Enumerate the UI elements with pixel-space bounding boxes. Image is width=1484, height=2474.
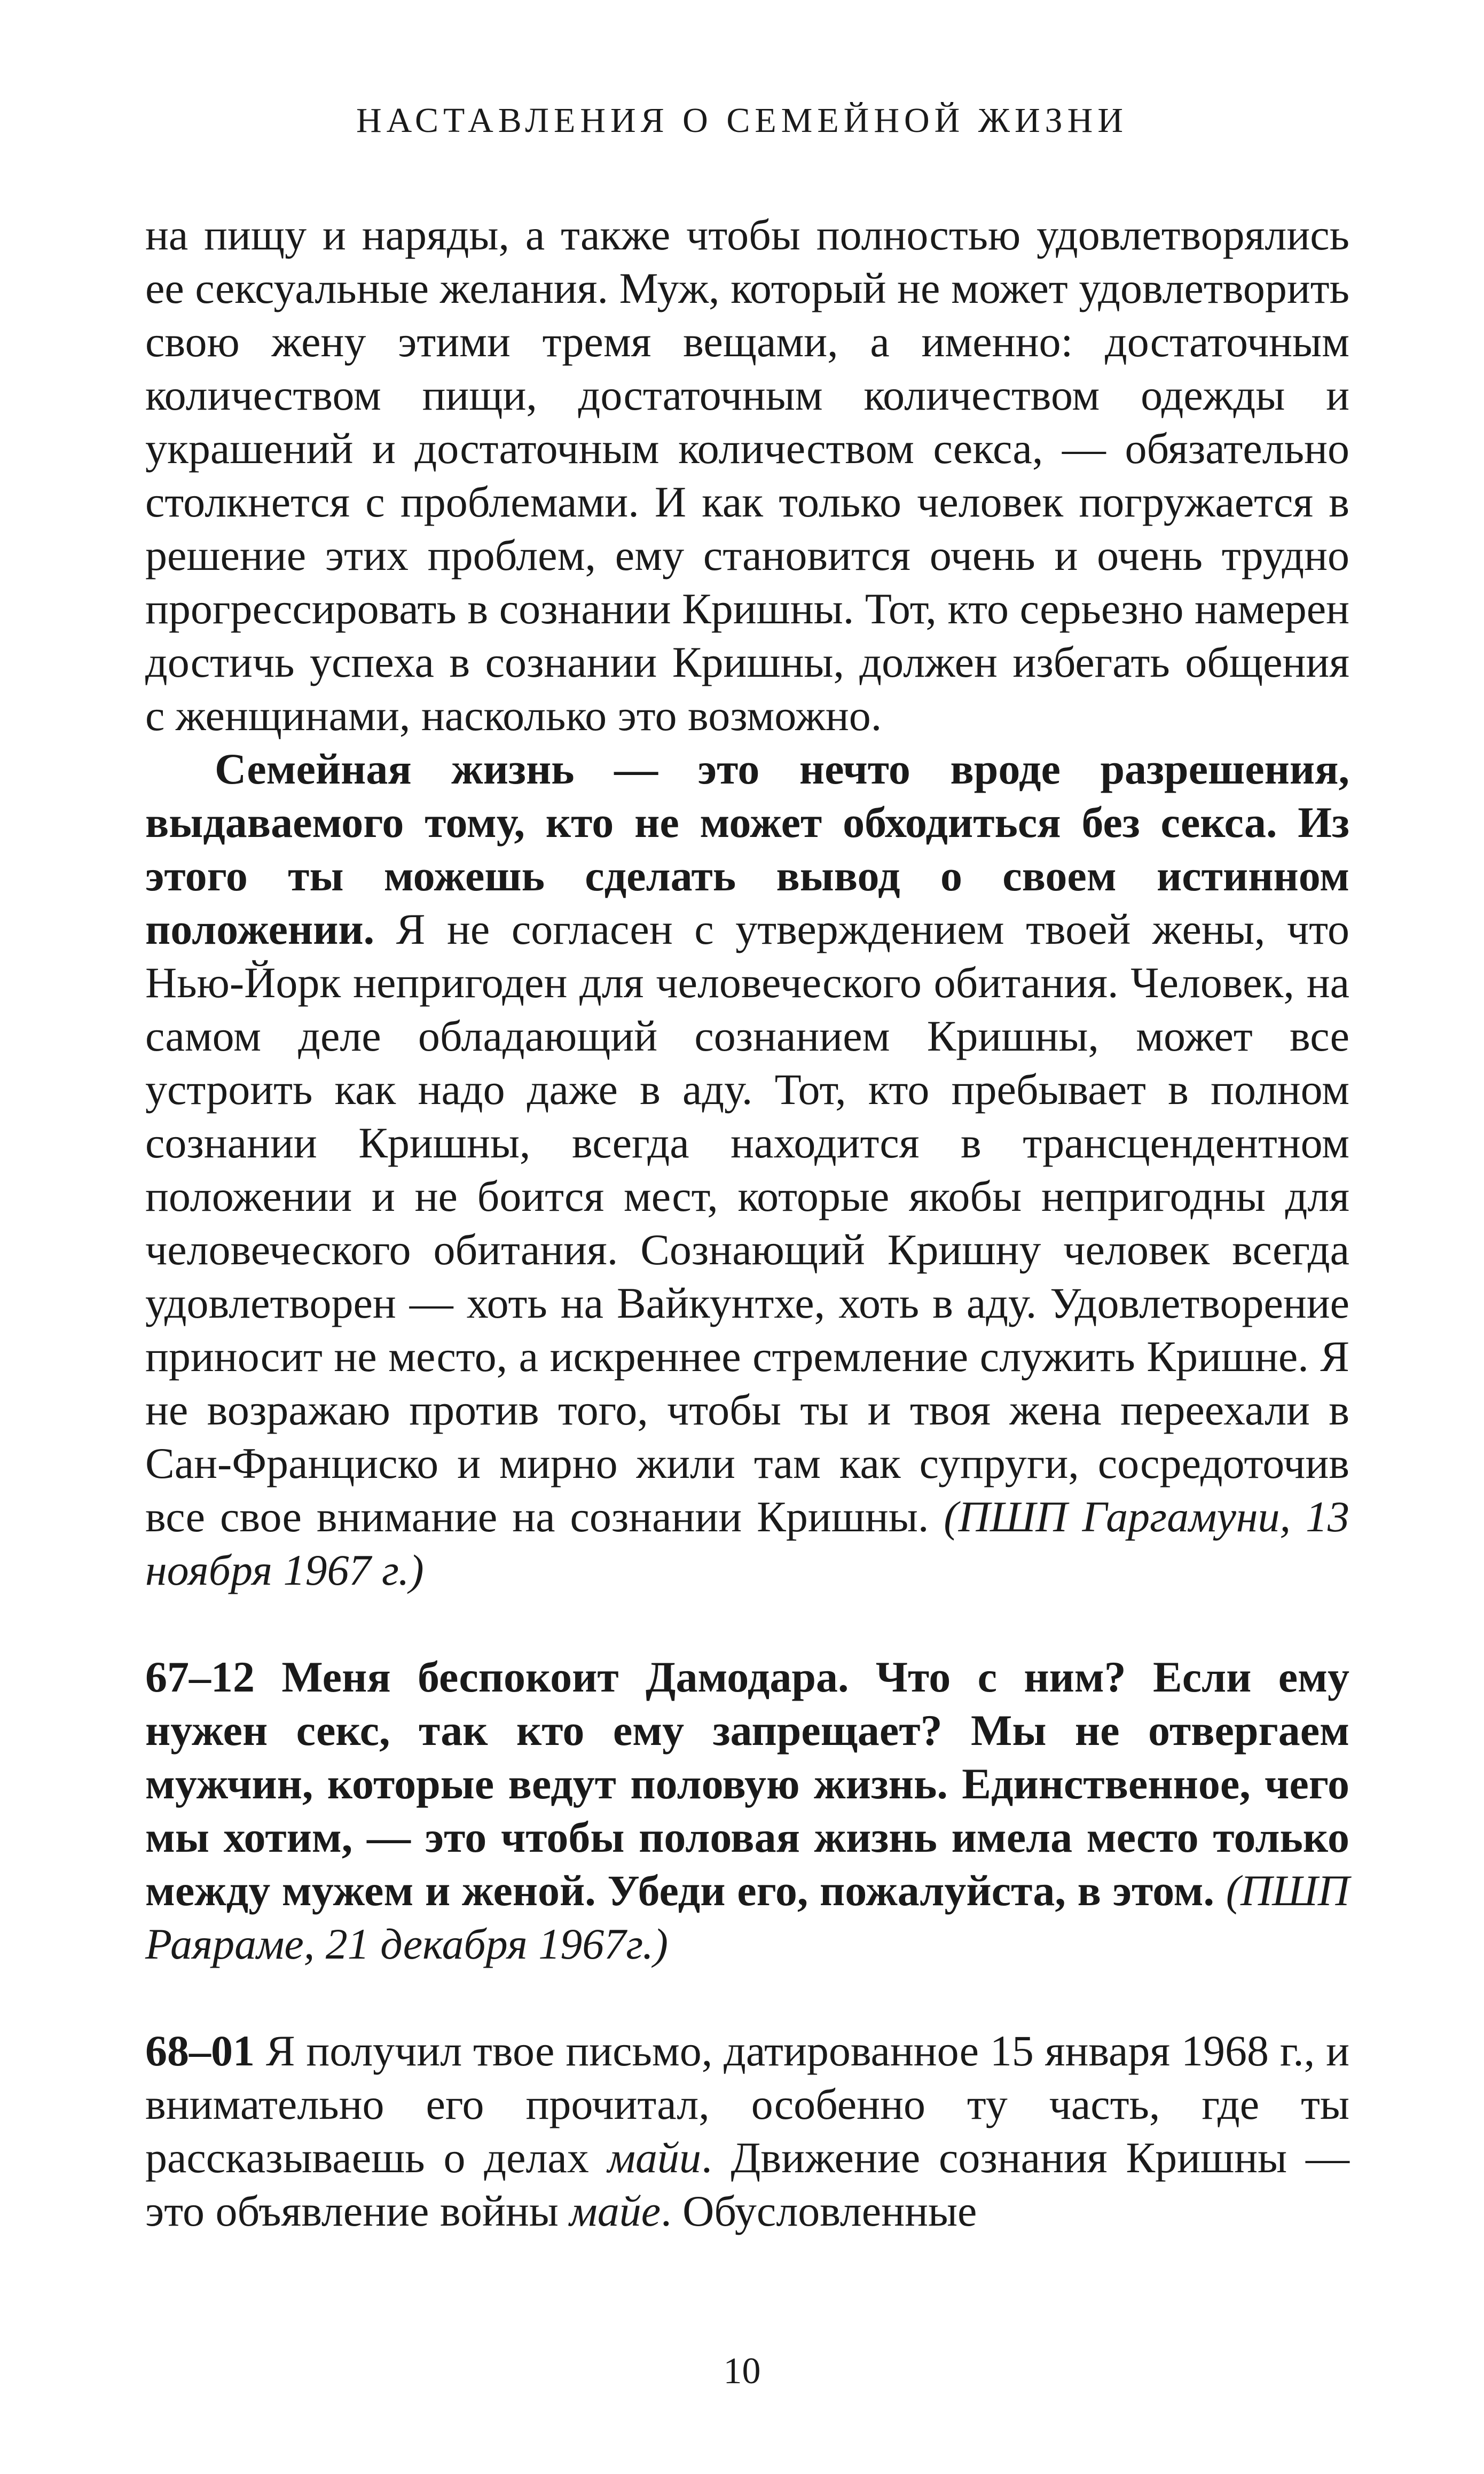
paragraph-family-life [145,742,1349,1597]
running-head: НАСТАВЛЕНИЯ О СЕМЕЙНОЙ ЖИЗНИ [356,101,1128,140]
paragraph-continuation [145,208,1349,742]
entry-number: 67–12 [145,1653,255,1701]
italic-term: майи [607,2133,702,2182]
body-text [145,208,1349,2238]
paragraph-text: Я не согласен с утверждением твоей жены, что Нью-Йорк непригоден для человеческого обитания. Человек, на самом деле обладающий сознанием Кришны, может все устроить как надо даже в аду. Тот, кто пребывает в полном сознании Кришны, всегда находится в трансцендентном положении и не боится мест, которые якобы непригодны для человеческого обитания. Сознающий Кришну человек всегда удовлетворен — хоть на Вайкунтхе, хоть в аду. Удовлетворение приносит не место, а искреннее стремление служить Кришне. Я не возражаю против того, чтобы ты и твоя жена переехали в Сан-Франциско и мирно жили там как супруги, сосредоточив все свое внимание на сознании Кришны. [145,905,1349,1541]
paragraph-text: . Движение сознания Кришны — это объявление войны [145,2133,1349,2235]
paragraph-text: . Обусловленные [661,2187,977,2235]
entry-68-01 [145,2024,1349,2238]
italic-term: майе [569,2187,661,2235]
paragraph-text: на пищу и наряды, а также чтобы полностью удовлетворялись ее сексуальные желания. Муж, который не может удовлетворить свою жену этими тремя вещами, а именно: достаточным количеством пищи, достаточным количеством одежды и украшений и достаточным количеством секса, — обязательно столкнется с проблемами. И как только человек погружается в решение этих проблем, ему становится очень и очень трудно прогрессировать в сознании Кришны. Тот, кто серьезно намерен достичь успеха в сознании Кришны, должен избегать общения с женщинами, насколько это возможно. [145,210,1349,740]
entry-number: 68–01 [145,2026,255,2075]
paragraph-text: Я получил твое письмо, датированное 15 января 1968 г., и внимательно его прочитал, особенно ту часть, где ты рассказываешь о делах [145,2026,1349,2182]
page-number: 10 [723,2351,761,2392]
bold-statement: Семейная жизнь — это нечто вроде разрешения, выдаваемого тому, кто не может обходиться без секса. Из этого ты можешь сделать вывод о своем истинном положении. [145,745,1349,953]
bold-statement: Меня беспокоит Дамодара. Что с ним? Если ему нужен секс, так кто ему запрещает? Мы не отвергаем мужчин, которые ведут половую жизнь. Единственное, чего мы хотим, — это чтобы половая жизнь имела место только между мужем и женой. Убеди его, пожалуйста, в этом. [145,1653,1349,1915]
letter-citation: (ПШП Гаргамуни, 13 ноября 1967 г.) [145,1492,1349,1594]
letter-citation: (ПШП Раяраме, 21 декабря 1967г.) [145,1866,1350,1968]
entry-67-12 [145,1650,1349,1971]
